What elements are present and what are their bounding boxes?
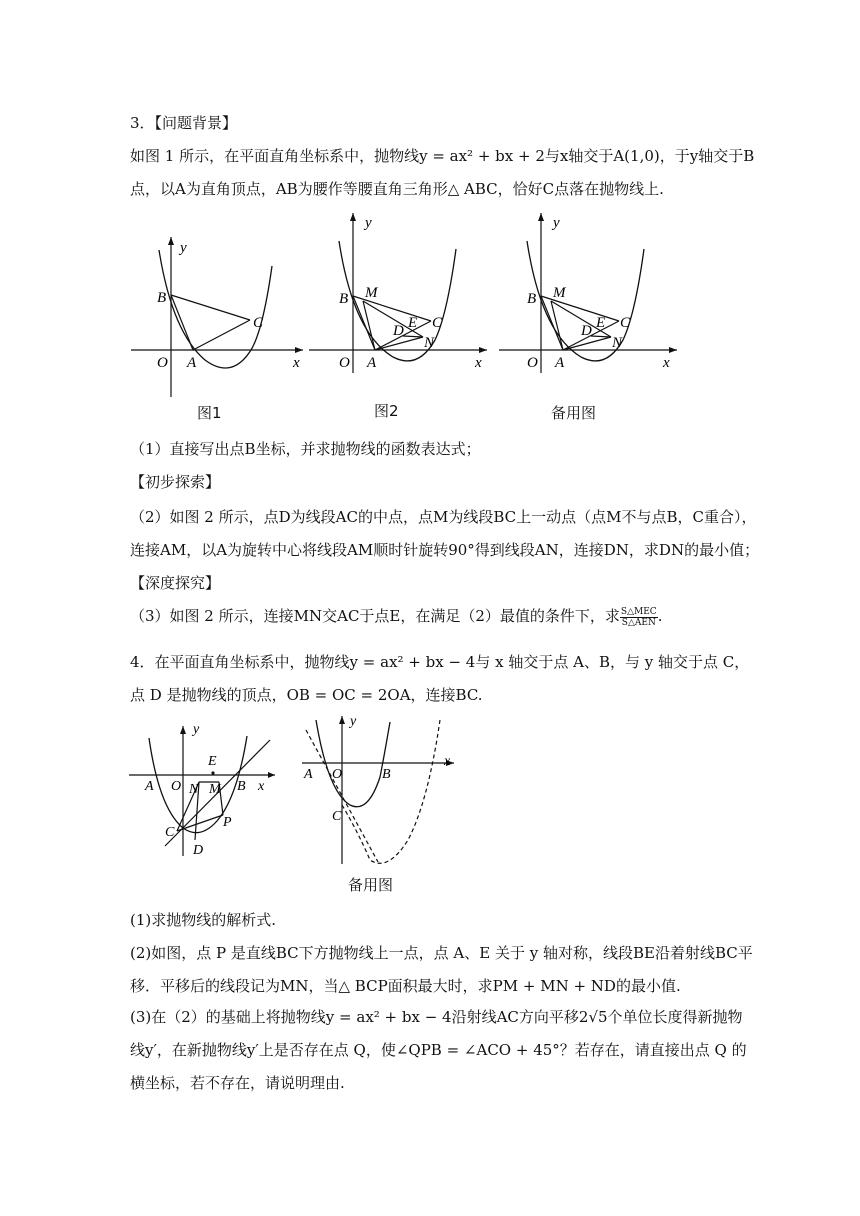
q4-part1: (1)求抛物线的解析式.: [130, 911, 277, 929]
q3-part1: （1）直接写出点B坐标，并求抛物线的函数表达式；: [130, 440, 481, 458]
q3-line2: 点，以A为直角顶点，AB为腰作等腰直角三角形△ ABC，恰好C点落在抛物线上.: [130, 180, 664, 198]
label-y: y: [180, 240, 187, 256]
label-x: x: [444, 754, 451, 769]
figure-2: [305, 205, 490, 375]
label-O: O: [527, 355, 538, 371]
label-D: D: [393, 323, 404, 339]
label-A: A: [304, 767, 313, 782]
label-x: x: [475, 355, 482, 371]
q3-part2-line1: （2）如图 2 所示，点D为线段AC的中点，点M为线段BC上一动点（点M不与点B，C重合），: [130, 508, 757, 526]
q3-heading2: 【初步探索】: [130, 473, 221, 491]
q4-part3-line3: 横坐标，若不存在，请说明理由.: [130, 1074, 345, 1092]
label-E: E: [596, 315, 606, 331]
label-N: N: [612, 335, 623, 351]
figure-1: [125, 222, 305, 402]
q3-part2-line2: 连接AM，以A为旋转中心将线段AM顺时针旋转90°得到线段AN，连接DN，求DN的最小值；: [130, 541, 760, 559]
figure-5: [298, 712, 458, 867]
label-N: N: [424, 335, 435, 351]
label-N: N: [189, 782, 199, 797]
figure-4: [125, 718, 280, 858]
figure-3: [495, 205, 680, 375]
label-y: y: [193, 722, 200, 737]
label-y: y: [350, 714, 357, 729]
q4-part3-line2: 线y′，在新抛物线y′上是否存在点 Q，使∠QPB = ∠ACO + 45°？若存在，请直接出点 Q 的: [130, 1041, 747, 1059]
label-x: x: [663, 355, 670, 371]
label-O: O: [339, 355, 350, 371]
area-ratio-fraction: [620, 607, 658, 628]
label-E: E: [408, 315, 418, 331]
label-M: M: [365, 285, 378, 301]
q3-part3-suffix: .: [657, 607, 663, 625]
figure-3-caption: 备用图: [551, 404, 597, 422]
label-B: B: [237, 779, 246, 794]
label-y: y: [365, 215, 372, 231]
label-A: A: [187, 355, 197, 371]
label-B: B: [339, 291, 349, 307]
q3-heading3: 【深度探究】: [130, 574, 221, 592]
label-C: C: [165, 825, 175, 840]
q4-part3-line1: (3)在（2）的基础上将抛物线y = ax² + bx − 4沿射线AC方向平移2√5个单位长度得新抛物: [130, 1008, 743, 1026]
label-D: D: [193, 843, 204, 858]
label-O: O: [157, 355, 168, 371]
label-B: B: [382, 767, 391, 782]
figure-5-caption: 备用图: [348, 876, 394, 894]
q4-line1: 4．在平面直角坐标系中，抛物线y = ax² + bx − 4与 x 轴交于点 A、B，与 y 轴交于点 C，: [130, 653, 750, 671]
label-A: A: [555, 355, 565, 371]
q3-line1: 如图 1 所示，在平面直角坐标系中，抛物线y = ax² + bx + 2与x轴交于A(1,0)，于y轴交于B: [130, 147, 755, 165]
figure-2-caption: 图2: [374, 402, 399, 420]
label-A: A: [145, 779, 154, 794]
q3-part3: [130, 605, 662, 628]
label-O: O: [332, 767, 343, 782]
q3-title: 3．【问题背景】: [130, 114, 238, 132]
label-y: y: [553, 215, 560, 231]
figure-1-caption: 图1: [197, 404, 222, 422]
q4-line2: 点 D 是抛物线的顶点，OB = OC = 2OA，连接BC.: [130, 686, 483, 704]
label-D: D: [581, 323, 592, 339]
label-x: x: [293, 355, 300, 371]
label-M: M: [209, 782, 221, 797]
label-A: A: [367, 355, 377, 371]
fraction-numerator: S△MEC: [620, 606, 657, 617]
label-M: M: [553, 285, 566, 301]
label-O: O: [171, 779, 182, 794]
label-E: E: [208, 754, 217, 769]
label-B: B: [157, 290, 167, 306]
label-x: x: [258, 779, 265, 794]
label-C: C: [253, 315, 264, 331]
q3-part3-prefix: （3）如图 2 所示，连接MN交AC于点E，在满足（2）最值的条件下，求: [130, 607, 620, 625]
label-C: C: [620, 315, 631, 331]
fraction-denominator: S△AEN: [621, 617, 656, 628]
label-C: C: [432, 315, 443, 331]
label-B: B: [527, 291, 537, 307]
label-P: P: [223, 815, 232, 830]
q4-part2-line2: 移．平移后的线段记为MN，当△ BCP面积最大时，求PM + MN + ND的最小值.: [130, 977, 681, 995]
label-C: C: [332, 809, 342, 824]
q4-part2-line1: (2)如图，点 P 是直线BC下方抛物线上一点，点 A、E 关于 y 轴对称，线段BE沿着射线BC平: [130, 944, 753, 962]
